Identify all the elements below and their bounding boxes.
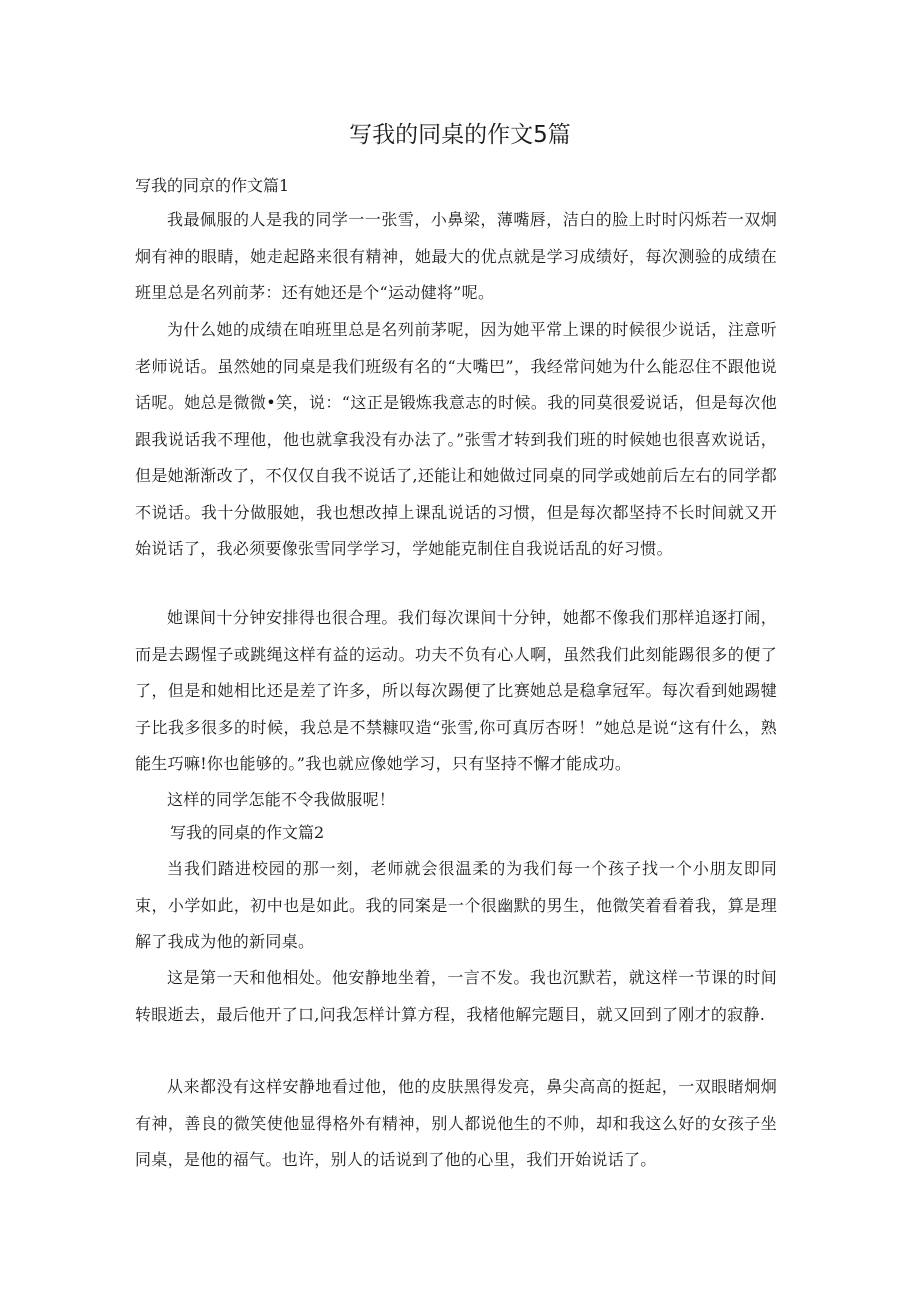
paragraph: 从来都没有这样安静地看过他，他的皮肤黑得发亮，鼻尖高高的挺起，一双眼睹炯炯有神，善良的微笑使他显得格外有精神，别人都说他生的不帅，却和我这么好的女孩子坐同桌，是他的福气。也许，别人的话说到了他的心里，我们开始说话了。 bbox=[135, 1077, 777, 1169]
paragraph: 我最佩服的人是我的同学一一张雪，小鼻梁，薄嘴唇，洁白的脸上时时闪烁若一双炯炯有神的眼睛，她走起路来很有精神，她最大的优点就是学习成绩好，每次测验的成绩在班里总是名列前茅：还有她还是个“运动健将”呢。 bbox=[135, 210, 777, 302]
paragraph: 这是第一天和他相处。他安静地坐着，一言不发。我也沉默若，就这样一节课的时间转眼逝去，最后他开了口,问我怎样计算方程，我楮他解完题目，就又回到了刚才的寂静. bbox=[135, 968, 777, 1024]
section-heading-1: 写我的同京的作文篇1 bbox=[135, 176, 290, 195]
paragraph: 她课间十分钟安排得也很合理。我们每次课间十分钟，她都不像我们那样追逐打闹，而是去踢惺子或跳绳这样有益的运动。功夫不负有心人啊，虽然我们此刻能踢很多的便了了，但是和她相比还是差了许多，所以每次踢便了比赛她总是稳拿冠军。每次看到她踢犍子比我多很多的时候，我总是不禁糠叹造“张雪,你可真厉杏呀！”她总是说“这有什么，熟能生巧嘛!你也能够的。”我也就应像她学习，只有坚持不懈才能成功。 bbox=[135, 608, 777, 773]
paragraph: 为什么她的成绩在咱班里总是名列前茅呢，因为她平常上课的时候很少说话，注意听老师说话。虽然她的同桌是我们班级有名的“大嘴巴”，我经常问她为什么能忍住不跟他说话呢。她总是微微•笑，说：“这正是锻炼我意志的时候。我的同莫很爱说话，但是每次他跟我说话我不理他，他也就拿我没有办法了。”张雪才转到我们班的时候她也很喜欢说话，但是她渐渐改了，不仅仅自我不说话了,还能让和她做过同桌的同学或她前后左右的同学都不说话。我十分做服她，我也想改掉上课乱说话的习惯，但是每次都坚持不长时间就又开始说话了，我必须要像张雪同学学习，学她能克制住自我说话乱的好习惯。 bbox=[135, 320, 777, 558]
paragraph: 这样的同学怎能不令我做服呢！ bbox=[167, 790, 396, 809]
paragraph: 当我们踏进校园的那一刻，老师就会很温柔的为我们每一个孩子找一个小朋友即同束，小学如此，初中也是如此。我的同案是一个很幽默的男生，他微笑着看着我，算是理解了我成为他的新同桌。 bbox=[135, 859, 777, 951]
section-heading-2: 写我的同桌的作文篇2 bbox=[170, 823, 325, 842]
document-title: 写我的同桌的作文5篇 bbox=[349, 122, 571, 148]
